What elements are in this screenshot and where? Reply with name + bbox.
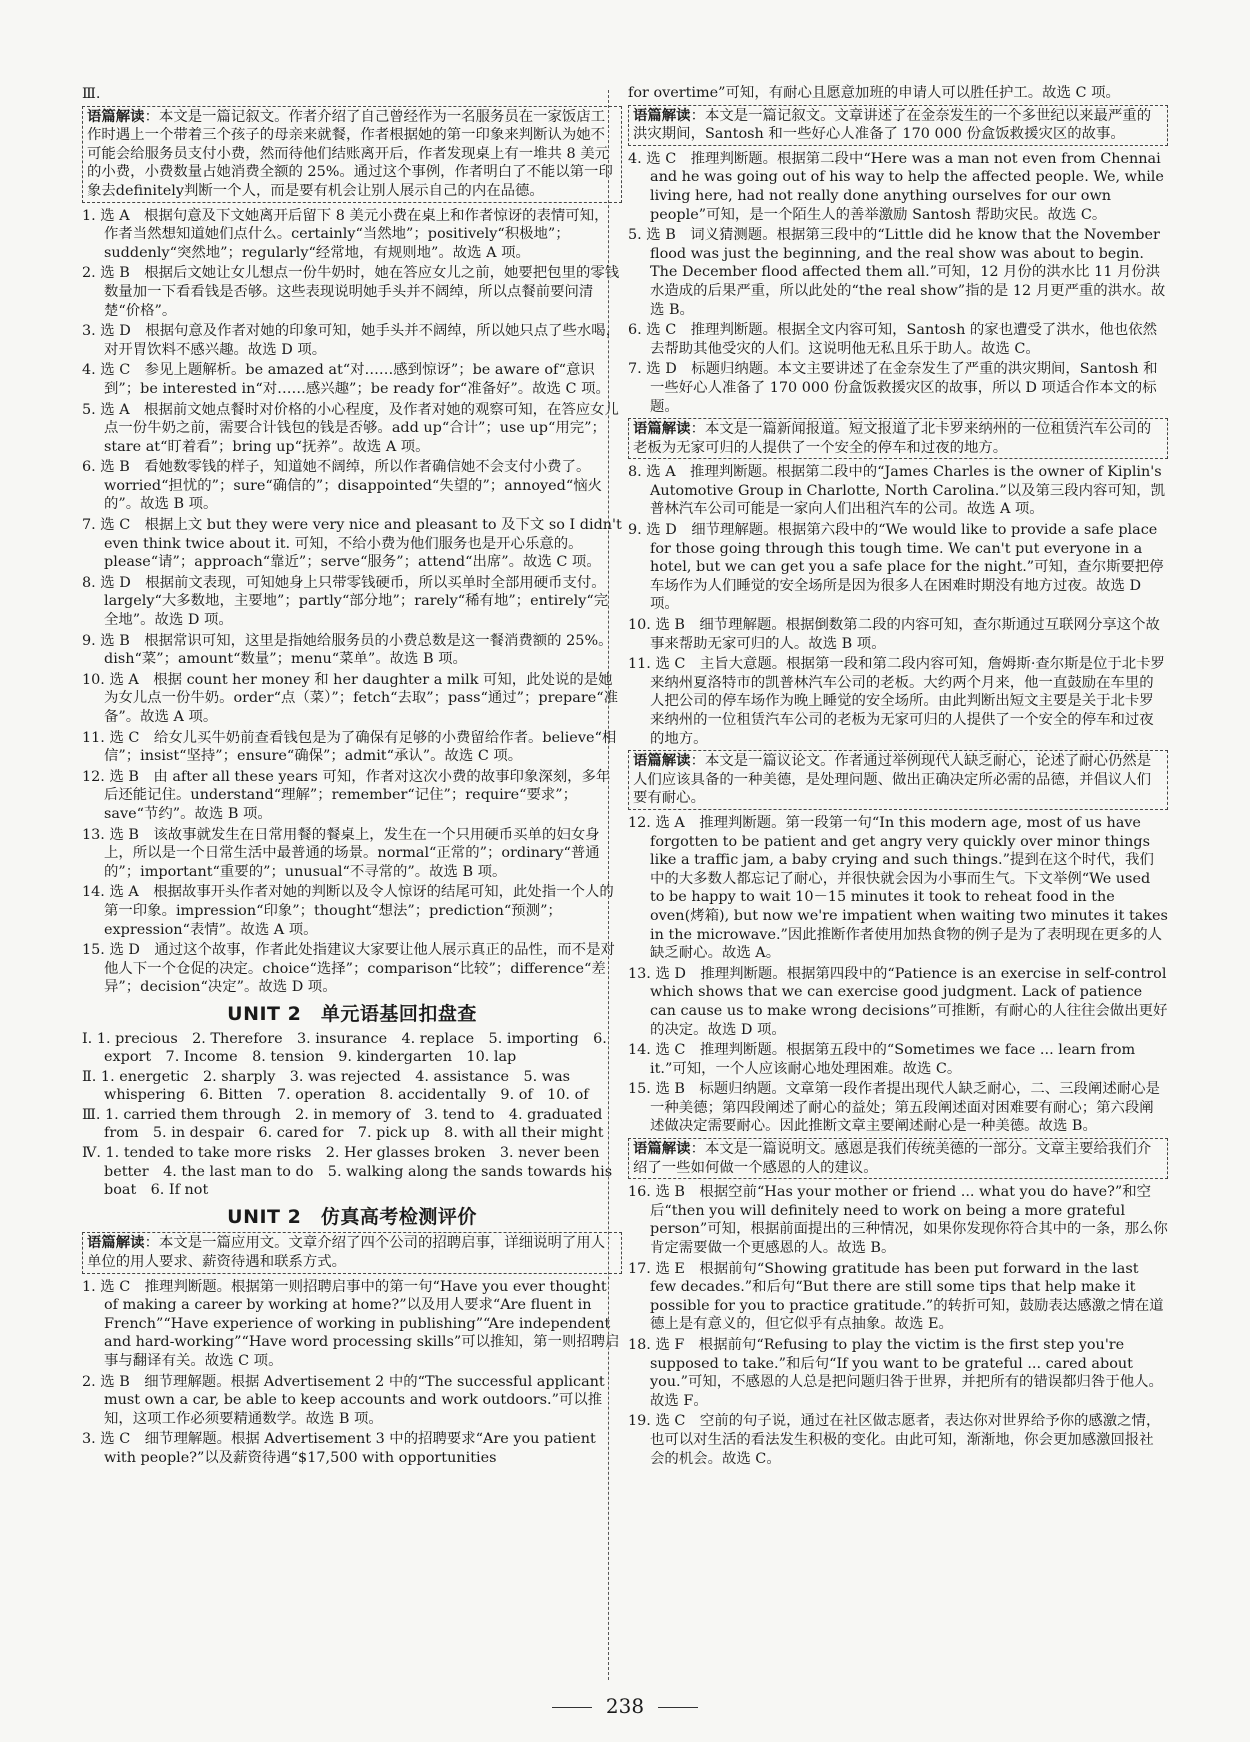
page-number — [0, 1694, 1250, 1718]
column-divider — [608, 90, 609, 1680]
vocab-row: Ⅰ. 1. precious 2. Therefore 3. insurance 4. replace 5. importing 6. export 7. Income 8. tension 9. kindergarten 10. lap — [82, 1030, 607, 1066]
answer-item: 11. 选 C 主旨大意题。根据第一段和第二段内容可知，詹姆斯·查尔斯是位于北卡罗来纳州夏洛特市的凯普林汽车公司的老板。大约两个月来，他一直鼓励在车里的人把公司的停车场作为晚上睡觉的安全场所。由此判断出短文主要是关于北卡罗来纳州的一位租赁汽车公司的老板为无家可归的人提供了一个安全的停车和过夜的地方。 — [628, 656, 1165, 747]
answer-item: 5. 选 A 根据前文她点餐时对价格的小心程度，及作者对她的观察可知，在答应女儿点一份牛奶之前，需要合计钱包的钱是否够。add up“合计”；use up“用完”；stare at“盯着看”；bring up“抚养”。故选 A 项。 — [82, 401, 619, 455]
passage-summary-lead: 语篇解读 — [633, 420, 691, 438]
test-summary-lead: 语篇解读 — [87, 1234, 145, 1252]
answer-item: 1. 选 C 推理判断题。根据第一则招聘启事中的第一句“Have you ever thought of making a career by working at home?”以及用人要求“Are fluent in French”“Have experience of working in publishing”“Are independent and hard-working”“Have word processing skills”可以推知，第一则招聘启事与翻译有关。故选 C 项。 — [82, 1278, 620, 1369]
answer-item: 17. 选 E 根据前句“Showing gratitude has been put forward in the last few decades.”和后句“But there are still some tips that help make it possible for you to practice gratitude.”的转折可知，鼓励表达感激之情在道德上是有意义的，但它似乎有点抽象。故选 E。 — [628, 1260, 1164, 1333]
passage-summary-box — [82, 106, 622, 203]
answer-item: 18. 选 F 根据前句“Refusing to play the victim is the first step you're supposed to take.”和后句“If you want to be grateful ... cared about you.”可知，不感恩的人总是把问题归咎于世界，并把所有的错误都归咎于他人。故选 F。 — [628, 1337, 1163, 1409]
answer-item: 15. 选 B 标题归纳题。文章第一段作者提出现代人缺乏耐心，二、三段阐述耐心是一种美德；第四段阐述了耐心的益处；第五段阐述面对困难要有耐心；第六段阐述做决定需要耐心。因此推断文章主要阐述耐心是一种美德。故选 B。 — [628, 1081, 1160, 1135]
vocab-row: Ⅱ. 1. energetic 2. sharply 3. was rejected 4. assistance 5. was whispering 6. Bitten 7. operation 8. accidentally 9. of 10. of — [82, 1068, 589, 1104]
answer-item: 7. 选 D 标题归纳题。本文主要讲述了在金奈发生了严重的洪灾期间，Santosh 和一些好心人准备了 170 000 份盒饭救援灾区的故事，所以 D 项适合作本文的标题。 — [628, 361, 1158, 415]
answer-item: 3. 选 D 根据句意及作者对她的印象可知，她手头并不阔绰，所以她只点了些水喝，对开胃饮料不感兴趣。故选 D 项。 — [82, 323, 621, 358]
unit-review-title: UNIT 2 单元语基回扣盘查 — [227, 1002, 477, 1025]
answer-item: 11. 选 C 给女儿买牛奶前查看钱包是为了确保有足够的小费留给作者。believe“相信”；insist“坚持”；ensure“确保”；admit“承认”。故选 C 项。 — [82, 729, 617, 765]
section-mark: Ⅲ. — [82, 86, 101, 102]
passage-summary-lead: 语篇解读 — [633, 752, 691, 770]
vocab-row: Ⅳ. 1. tended to take more risks 2. Her glasses broken 3. never been better 4. the last man to do 5. walking along the sands towards his boat 6. If not — [82, 1145, 613, 1199]
answer-item: 1. 选 A 根据句意及下文她离开后留下 8 美元小费在桌上和作者惊讶的表情可知，作者当然想知道她们点什么。certainly“当然地”；positively“积极地”；suddenly“突然地”；regularly“经常地，有规则地”。故选 A 项。 — [82, 207, 609, 261]
vocab-row: Ⅲ. 1. carried them through 2. in memory of 3. tend to 4. graduated from 5. in despair 6. cared for 7. pick up 8. with all their might — [82, 1106, 604, 1142]
passage-summary-lead: 语篇解读 — [87, 107, 145, 125]
page-number-dash-right — [658, 1707, 698, 1708]
page-number-dash-left — [552, 1707, 592, 1708]
answer-item: 15. 选 D 通过这个故事，作者此处指建议大家要让他人展示真正的品性，而不是对他人下一个仓促的决定。choice“选择”；comparison“比较”；difference“差异”；decision“决定”。故选 D 项。 — [82, 942, 615, 996]
answer-item: 2. 选 B 细节理解题。根据 Advertisement 2 中的“The successful applicant must own a car, be able to keep accounts and work outdoors.”可以推知，这项工作必须要精通数学。故选 B 项。 — [82, 1373, 605, 1427]
answer-item: 12. 选 A 推理判断题。第一段第一句“In this modern age, most of us have forgotten to be patient and get angry very quickly over minor things like a traffic jam, a baby crying and such things.”提到在这个时代，我们中的大多数人都忘记了耐心，并很快就会因为小事而生气。下文举例“We used to be happy to wait 10－15 minutes it took to reheat food in the oven(烤箱), but now we're impatient when waiting two minutes it takes in the microwave.”因此推断作者使用加热食物的例子是为了表明现在更多的人缺乏耐心。故选 A。 — [628, 814, 1168, 962]
continued-text: for overtime”可知，有耐心且愿意加班的申请人可以胜任护工。故选 C 项。 — [628, 85, 1120, 101]
answer-item: 16. 选 B 根据空前“Has your mother or friend ... what you do have?”和空后“then you will definitely need to work on being a more grateful person”可知，根据前面提出的三种情况，如果你发现你符合其中的一条，那么你肯定需要做一个更感恩的人。故选 B。 — [628, 1184, 1168, 1257]
passage-summary-lead: 语篇解读 — [633, 106, 691, 124]
passage-summary-box — [628, 1138, 1168, 1179]
test-summary-box — [82, 1232, 622, 1273]
passage-summary-box — [628, 750, 1168, 810]
page-number-value: 238 — [605, 1694, 645, 1718]
answer-item: 14. 选 C 推理判断题。根据第五段中的“Sometimes we face ... learn from it.”可知，一个人应该耐心地处理困难。故选 C。 — [628, 1042, 1136, 1077]
answer-item: 8. 选 D 根据前文表现，可知她身上只带零钱硬币，所以买单时全部用硬币支付。largely“大多数地，主要地”；partly“部分地”；rarely“稀有地”；entirely“完全地”。故选 D 项。 — [82, 574, 609, 629]
answer-item: 5. 选 B 词义猜测题。根据第三段中的“Little did he know that the November flood was just the beginning, and the real show was about to begin. The December flood affected them all.”可知，12 月份的洪水比 11 月份洪水造成的后果严重，所以此处的“the real show”指的是 12 月更严重的洪水。故选 B。 — [628, 227, 1166, 318]
left-column — [82, 84, 622, 1470]
passage-summary-text: ：本文是一篇记叙文。文章讲述了在金奈发生的一个多世纪以来最严重的洪灾期间，Santosh 和一些好心人准备了 170 000 份盒饭救援灾区的故事。 — [633, 107, 1152, 143]
answer-item: 10. 选 B 细节理解题。根据倒数第二段的内容可知，查尔斯通过互联网分享这个故事来帮助无家可归的人。故选 B 项。 — [628, 617, 1160, 652]
passage-summary-text: ：本文是一篇记叙文。作者介绍了自己曾经作为一名服务员在一家饭店工作时遇上一个带着三个孩子的母亲来就餐，作者根据她的第一印象来判断认为她不可能会给服务员支付小费，然而待他们结账离开后，作者发现桌上有一堆共 8 美元的小费，小费数量占她消费全额的 25%。通过这个事例，作者明白了不能以第一印象去definitely判断一个人，而是要有机会让别人展示自己的内在品德。 — [87, 108, 613, 199]
answer-item: 13. 选 B 该故事就发生在日常用餐的餐桌上，发生在一个只用硬币买单的妇女身上，所以是一个日常生活中最普通的场景。normal“正常的”；ordinary“普通的”；important“重要的”；unusual“不寻常的”。故选 B 项。 — [82, 826, 600, 880]
answer-item: 9. 选 D 细节理解题。根据第六段中的“We would like to provide a safe place for those going through this tough time. We can't put everyone in a hotel, but we can get you a safe place for the night.”可知，查尔斯要把停车场作为人们睡觉的安全场所是因为很多人在困难时期没有地方过夜。故选 D 项。 — [628, 522, 1164, 613]
answer-item: 3. 选 C 细节理解题。根据 Advertisement 3 中的招聘要求“Are you patient with people?”以及薪资待遇“$17,500 with opportunities — [82, 1431, 596, 1466]
answer-item: 14. 选 A 根据故事开头作者对她的判断以及令人惊讶的结尾可知，此处指一个人的第一印象。impression“印象”；thought“想法”；prediction“预测”；expression“表情”。故选 A 项。 — [82, 884, 614, 938]
unit-test-title: UNIT 2 仿真高考检测评价 — [227, 1205, 477, 1228]
answer-item: 8. 选 A 推理判断题。根据第二段中的“James Charles is the owner of Kiplin's Automotive Group in Charlotte, North Carolina.”以及第三段内容可知，凯普林汽车公司可能是一家向人们出租汽车的公司。故选 A 项。 — [628, 464, 1165, 518]
answer-item: 9. 选 B 根据常识可知，这里是指她给服务员的小费总数是这一餐消费额的 25%。dish“菜”；amount“数量”；menu“菜单”。故选 B 项。 — [82, 632, 613, 668]
answer-item: 6. 选 B 看她数零钱的样子，知道她不阔绰，所以作者确信她不会支付小费了。worried“担忧的”；sure“确信的”；disappointed“失望的”；annoyed“恼火的”。故选 B 项。 — [82, 459, 602, 513]
passage-summary-box — [628, 105, 1168, 146]
answer-item: 6. 选 C 推理判断题。根据全文内容可知，Santosh 的家也遭受了洪水，他也依然去帮助其他受灾的人们。这说明他无私且乐于助人。故选 C。 — [628, 322, 1157, 357]
answer-item: 13. 选 D 推理判断题。根据第四段中的“Patience is an exercise in self-control which shows that we can exercise good judgment. Lack of patience can cause us to make wrong decisions”可推断，有耐心的人往往会做出更好的决定。故选 D 项。 — [628, 965, 1168, 1038]
passage-summary-text: ：本文是一篇说明文。感恩是我们传统美德的一部分。文章主要给我们介绍了一些如何做一个感恩的人的建议。 — [633, 1141, 1152, 1176]
passage-summary-box — [628, 418, 1168, 459]
answer-item: 12. 选 B 由 after all these years 可知，作者对这次小费的故事印象深刻，多年后还能记住。understand“理解”；remember“记住”；require“要求”；save“节约”。故选 B 项。 — [82, 768, 611, 822]
answer-item: 2. 选 B 根据后文她让女儿想点一份牛奶时，她在答应女儿之前，她要把包里的零钱数量加一下看看钱是否够。这些表现说明她手头并不阔绰，所以点餐前要问清楚“价格”。 — [82, 265, 620, 319]
passage-summary-text: ：本文是一篇议论文。作者通过举例现代人缺乏耐心，论述了耐心仍然是人们应该具备的一种美德，是处理问题、做出正确决定所必需的品德，并倡议人们要有耐心。 — [633, 753, 1152, 807]
answer-item: 10. 选 A 根据 count her money 和 her daughter a milk 可知，此处说的是她为女儿点一份牛奶。order“点（菜）”；fetch“去取”；pass“通过”；prepare“准备”。故选 A 项。 — [82, 671, 618, 725]
answer-item: 19. 选 C 空前的句子说，通过在社区做志愿者，表达你对世界给予你的感激之情，也可以对生活的看法发生积极的变化。由此可知，渐渐地，你会更加感激回报社会的机会。故选 C。 — [628, 1413, 1161, 1467]
passage-summary-lead: 语篇解读 — [633, 1140, 691, 1158]
answer-item: 7. 选 C 根据上文 but they were very nice and pleasant to 及下文 so I didn't even think twice about it. 可知，不给小费为他们服务也是开心乐意的。please“请”；approach“靠近”；serve“服务”；attend“出席”。故选 C 项。 — [82, 517, 622, 571]
answer-item: 4. 选 C 参见上题解析。be amazed at“对……感到惊讶”；be aware of“意识到”；be interested in“对……感兴趣”；be ready for“准备好”。故选 C 项。 — [82, 362, 610, 397]
test-summary-text: ：本文是一篇应用文。文章介绍了四个公司的招聘启事，详细说明了用人单位的用人要求、薪资待遇和联系方式。 — [87, 1235, 606, 1271]
passage-summary-text: ：本文是一篇新闻报道。短文报道了北卡罗来纳州的一位租赁汽车公司的老板为无家可归的人提供了一个安全的停车和过夜的地方。 — [633, 421, 1152, 456]
answer-item: 4. 选 C 推理判断题。根据第二段中“Here was a man not even from Chennai and he was going out of his way to help the affected people. We, while living here, had not really done anything ourselves for our own people”可知，是一个陌生人的善举激励 Santosh 帮助灾民。故选 C。 — [628, 150, 1164, 223]
right-column — [628, 84, 1168, 1470]
